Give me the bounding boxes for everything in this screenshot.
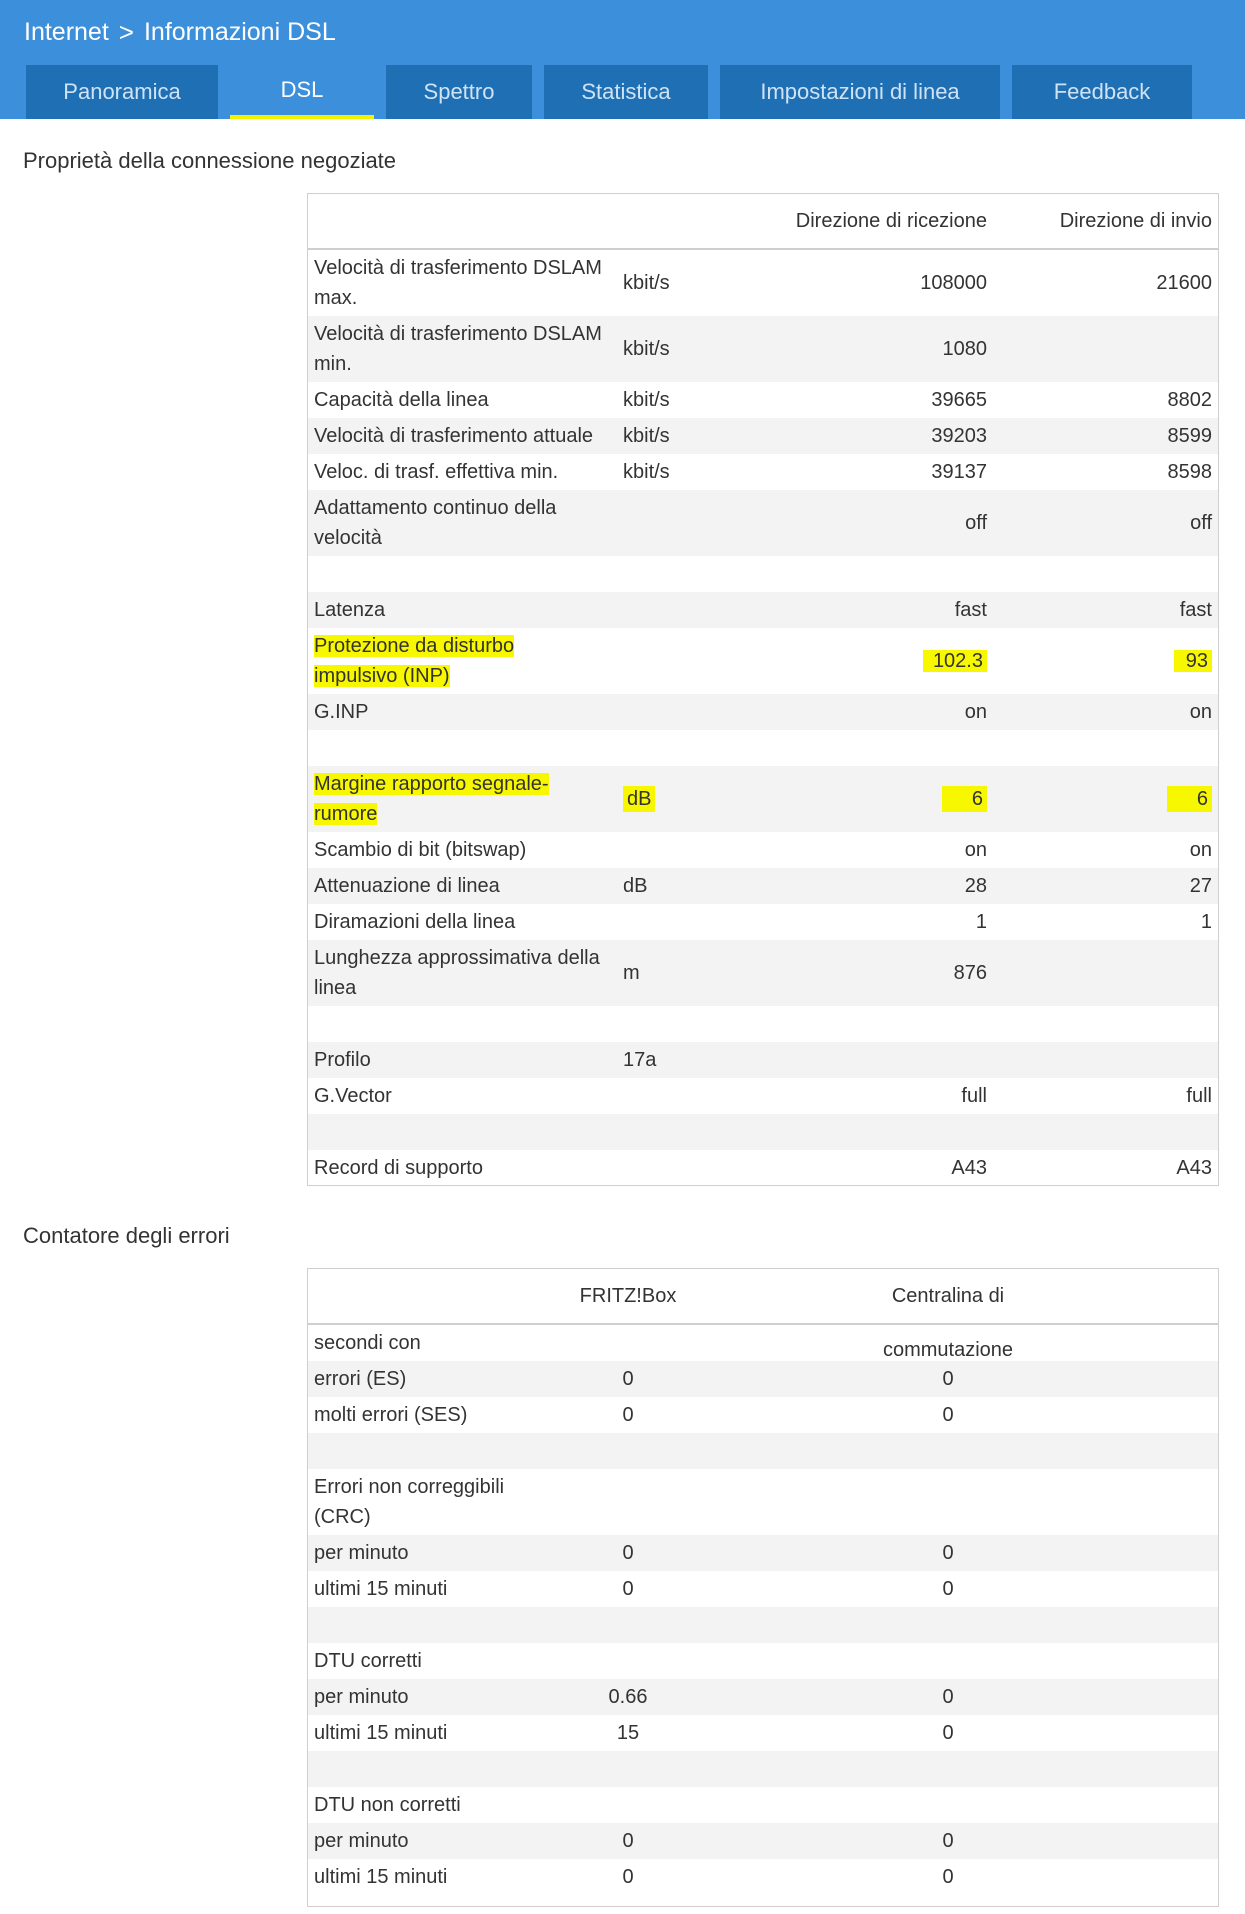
row-exchange-value: 0: [942, 1368, 954, 1390]
tab-panoramica[interactable]: Panoramica: [26, 65, 218, 119]
table-row: [308, 868, 1218, 904]
tab-dsl[interactable]: DSL: [230, 65, 374, 119]
negotiated-section-title: Proprietà della connessione negoziate: [23, 148, 397, 173]
row-label: Record di supporto: [314, 1157, 483, 1179]
col-header-fritzbox: FRITZ!Box: [579, 1285, 677, 1307]
row-label: Adattamento continuo della velocità: [314, 497, 557, 549]
table-row-highlighted: [308, 628, 1218, 694]
row-fritzbox-value: 0: [622, 1866, 634, 1888]
tab-spettro[interactable]: Spettro: [386, 65, 532, 119]
row-rx-value: 1080: [942, 338, 987, 360]
row-rx-value: 39203: [931, 425, 987, 447]
row-rx-value: 39137: [931, 461, 987, 483]
highlighted-unit: dB: [623, 786, 655, 812]
table-row: [308, 1078, 1218, 1114]
breadcrumb: [24, 14, 336, 50]
row-unit: kbit/s: [623, 272, 670, 294]
row-fritzbox-value: 0: [622, 1542, 634, 1564]
spacer-row: [308, 556, 1218, 592]
highlighted-value: 102.3: [923, 650, 987, 672]
spacer-row: [308, 1114, 1218, 1150]
table-row: [308, 250, 1218, 316]
row-exchange-value: 0: [942, 1830, 954, 1852]
table-row: [308, 454, 1218, 490]
row-label: per minuto: [314, 1542, 409, 1564]
spacer-row: [308, 1607, 1218, 1643]
table-row: [308, 1361, 1218, 1397]
table-row: [308, 1469, 1218, 1535]
row-label: Scambio di bit (bitswap): [314, 839, 527, 861]
row-fritzbox-value: 0: [622, 1830, 634, 1852]
row-rx-value: on: [964, 701, 987, 723]
table-header: [308, 194, 1218, 250]
row-label: Velocità di trasferimento DSLAM min.: [314, 323, 602, 375]
row-label: G.Vector: [314, 1085, 392, 1107]
spacer-row: [308, 1006, 1218, 1042]
row-label: per minuto: [314, 1686, 409, 1708]
row-exchange-value: 0: [942, 1686, 954, 1708]
row-tx-value: [998, 784, 1212, 814]
row-tx-value: fast: [1179, 599, 1212, 621]
table-row: [308, 940, 1218, 1006]
col-header-exchange: Centralina di commutazione: [882, 1285, 1014, 1361]
table-row: [308, 1325, 1218, 1361]
row-tx-value: 21600: [1156, 272, 1212, 294]
row-exchange-value: 0: [942, 1542, 954, 1564]
breadcrumb-root[interactable]: Internet: [24, 17, 109, 46]
row-tx-value: full: [1186, 1085, 1212, 1107]
row-label: Lunghezza approssimativa della linea: [314, 947, 600, 999]
row-exchange-value: 0: [942, 1722, 954, 1744]
row-fritzbox-value: 0: [622, 1404, 634, 1426]
table-row: [308, 1823, 1218, 1859]
row-rx-value: 876: [953, 962, 987, 984]
row-rx-value: full: [961, 1085, 987, 1107]
table-row: [308, 1715, 1218, 1751]
table-row: [308, 1643, 1218, 1679]
row-rx-value: on: [964, 839, 987, 861]
row-tx-value: 8599: [1167, 425, 1212, 447]
table-row: [308, 418, 1218, 454]
row-fritzbox-value: 0: [622, 1368, 634, 1390]
table-row: [308, 490, 1218, 556]
errors-table: [307, 1268, 1219, 1907]
row-label: DTU non corretti: [314, 1794, 461, 1816]
chevron-right-icon: >: [118, 16, 134, 47]
row-tx-value: 27: [1189, 875, 1212, 897]
table-row: [308, 1859, 1218, 1895]
page-title: Informazioni DSL: [143, 17, 336, 46]
spacer-row: [308, 730, 1218, 766]
row-unit: m: [623, 962, 640, 984]
table-row: [308, 1787, 1218, 1823]
row-label: Errori non correggibili (CRC): [314, 1476, 505, 1528]
tab-statistica[interactable]: Statistica: [544, 65, 708, 119]
row-label: Veloc. di trasf. effettiva min.: [314, 461, 559, 483]
table-row: [308, 832, 1218, 868]
row-fritzbox-value: 15: [616, 1722, 640, 1744]
header-bar: [0, 0, 1245, 119]
row-tx-value: 8802: [1167, 389, 1212, 411]
row-tx-value: on: [1189, 839, 1212, 861]
row-rx-value: off: [965, 512, 987, 534]
row-label: secondi con: [314, 1332, 421, 1354]
row-exchange-value: 0: [942, 1866, 954, 1888]
highlighted-value: 6: [942, 786, 987, 812]
highlighted-value: 6: [1167, 786, 1212, 812]
table-row: [308, 1397, 1218, 1433]
negotiated-table: [307, 193, 1219, 1186]
row-label: ultimi 15 minuti: [314, 1578, 448, 1600]
row-fritzbox-value: 0: [622, 1578, 634, 1600]
row-unit: kbit/s: [623, 461, 670, 483]
row-label: molti errori (SES): [314, 1404, 468, 1426]
row-unit: kbit/s: [623, 425, 670, 447]
row-label: Capacità della linea: [314, 389, 489, 411]
row-unit: [623, 784, 703, 814]
row-label: Velocità di trasferimento DSLAM max.: [314, 257, 602, 309]
highlighted-value: 93: [1174, 650, 1212, 672]
row-unit: dB: [623, 875, 648, 897]
row-exchange-value: 0: [942, 1578, 954, 1600]
row-rx-value: 1: [975, 911, 987, 933]
row-label: ultimi 15 minuti: [314, 1722, 448, 1744]
row-label: Diramazioni della linea: [314, 911, 516, 933]
row-label: errori (ES): [314, 1368, 407, 1390]
row-label: G.INP: [314, 701, 369, 723]
row-rx-value: 28: [964, 875, 987, 897]
highlighted-label: Margine rapporto segnale-rumore: [314, 773, 549, 825]
table-row-highlighted: [308, 766, 1218, 832]
row-exchange-value: 0: [942, 1404, 954, 1426]
col-header-rx: Direzione di ricezione: [795, 210, 987, 232]
row-label: per minuto: [314, 1830, 409, 1852]
row-rx-value: [708, 784, 987, 814]
row-tx-value: [998, 646, 1212, 676]
row-label: DTU corretti: [314, 1650, 422, 1672]
table-row: [308, 1535, 1218, 1571]
row-label: Profilo: [314, 1049, 371, 1071]
table-row: [308, 1571, 1218, 1607]
row-rx-value: [708, 646, 987, 676]
table-row: [308, 592, 1218, 628]
row-tx-value: A43: [1176, 1157, 1212, 1179]
highlighted-label: Protezione da disturbo impulsivo (INP): [314, 635, 515, 687]
spacer-row: [308, 1751, 1218, 1787]
row-label: ultimi 15 minuti: [314, 1866, 448, 1888]
table-row: [308, 904, 1218, 940]
table-row: [308, 382, 1218, 418]
row-fritzbox-value: 0.66: [608, 1686, 648, 1708]
row-label: [314, 769, 574, 829]
errors-section-title: Contatore degli errori: [23, 1223, 230, 1248]
table-row: [308, 1150, 1218, 1186]
row-rx-value: 39665: [931, 389, 987, 411]
row-label: [314, 631, 539, 691]
row-tx-value: 8598: [1167, 461, 1212, 483]
row-tx-value: off: [1190, 512, 1212, 534]
row-unit: kbit/s: [623, 389, 670, 411]
table-row: [308, 316, 1218, 382]
table-row: [308, 1679, 1218, 1715]
col-header-tx: Direzione di invio: [1059, 210, 1212, 232]
row-unit: 17a: [623, 1049, 657, 1071]
tab-impostazioni-linea[interactable]: Impostazioni di linea: [720, 65, 1000, 119]
row-rx-value: A43: [951, 1157, 987, 1179]
table-row: [308, 1042, 1218, 1078]
row-tx-value: 1: [1200, 911, 1212, 933]
spacer-row: [308, 1433, 1218, 1469]
row-label: Attenuazione di linea: [314, 875, 500, 897]
row-rx-value: fast: [954, 599, 987, 621]
table-row: [308, 694, 1218, 730]
tab-feedback[interactable]: Feedback: [1012, 65, 1192, 119]
row-tx-value: on: [1189, 701, 1212, 723]
tab-bar: [26, 65, 1204, 119]
row-unit: kbit/s: [623, 338, 670, 360]
row-label: Latenza: [314, 599, 386, 621]
row-label: Velocità di trasferimento attuale: [314, 425, 594, 447]
row-rx-value: 108000: [920, 272, 987, 294]
